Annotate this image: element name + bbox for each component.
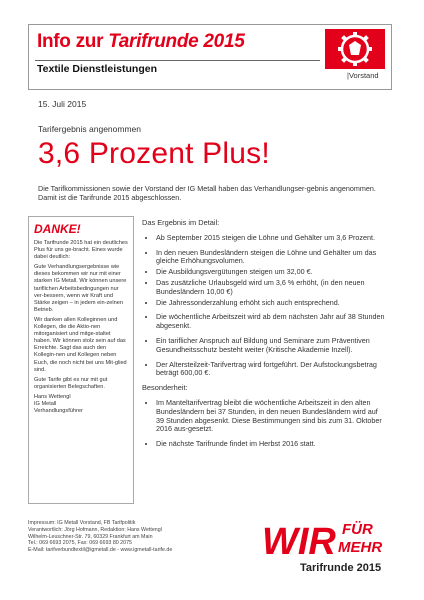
org-label: |Vorstand	[347, 71, 379, 80]
kicker: Tarifergebnis angenommen	[38, 124, 142, 134]
list-item: • Die Ausbildungsvergütungen steigen um 32,00 €.	[156, 268, 387, 277]
gear-icon	[325, 29, 385, 69]
fuer-text: FÜR	[342, 521, 373, 538]
page-title	[37, 31, 244, 53]
wir-text: WIR	[262, 521, 336, 558]
header-divider	[35, 60, 320, 61]
section-title-details: Das Ergebnis im Detail:	[142, 218, 220, 227]
list-item: • Ab September 2015 steigen die Löhne und Gehälter um 3,6 Prozent.	[156, 234, 387, 243]
list-item: • Die wöchentliche Arbeitszeit wird ab dem nächsten Jahr auf 38 Stunden abgesenkt.	[156, 313, 387, 331]
thanks-sidebar	[28, 216, 134, 504]
sidebar-signature: Hans Wettengl IG Metall Verhandlungsführer	[34, 393, 83, 415]
sidebar-paragraph: Gute Tarife gibt es nur mit gut organisierten Belegschaften.	[34, 376, 108, 390]
sidebar-paragraph: Die Tarifrunde 2015 hat ein deutliches Plus für uns ge-bracht. Eines wurde dabei deutlich:	[34, 240, 128, 261]
org-text: Vorstand	[348, 71, 379, 80]
sidebar-paragraph: Wir danken allen Kolleginnen und Kollegen, die die Aktio-nen mitorganisiert und mitge-staltet haben. Wir können stolz sein auf das Erreichte. Sagt das auch den Kollegin-nen und Kollegen neben Euch, die noch nicht bei uns Mit-glied sind.	[34, 316, 127, 373]
ig-metall-logo	[325, 29, 385, 69]
list-item: • Der Altersteilzeit-Tarifvertrag wird fortgeführt. Der Aufstockungsbetrag beträgt 600,00 €.	[156, 361, 387, 379]
imprint-line: Impressum: IG Metall Vorstand, FB Tarifpolitik	[28, 520, 136, 526]
details-list	[142, 234, 387, 378]
main-content	[142, 219, 387, 453]
list-item: • Das zusätzliche Urlaubsgeld wird um 3,6 % erhöht, (in den neuen Bundesländern 10,00 €)	[156, 279, 387, 297]
imprint-line: Wilhelm-Leuschner-Str. 79, 60329 Frankfurt am Main	[28, 533, 153, 540]
list-item: • Die Jahressonderzahlung erhöht sich auch entsprechend.	[156, 299, 387, 308]
list-item: • In den neuen Bundesländern steigen die Löhne und Gehälter um das gleiche Erhöhungsvolumen.	[156, 249, 387, 267]
sidebar-paragraph: Gute Verhandlungsergebnisse wie dieses bekommen wir nur mit einer starken IG Metall. Wir können unsere tariflichen Arbeitsbedingungen nur ver-bessern, wenn wir Kraft und Stärke zeigen – in jedem ein-zelnen Betrieb.	[34, 264, 127, 313]
title-prefix: Info zur	[37, 31, 109, 52]
section-title-special: Besonderheit:	[142, 383, 188, 393]
title-emphasis: Tarifrunde 2015	[108, 31, 245, 52]
list-item: • Die nächste Tarifrunde findet im Herbst 2016 statt.	[156, 440, 387, 449]
special-list	[142, 399, 387, 449]
mehr-text: MEHR	[338, 539, 383, 556]
list-item: • Im Manteltarifvertrag bleibt die wöchentliche Arbeitszeit in den alten Bundesländern bei 37 Stunden, in den neuen Bundesländern wird auf 39 Stunden abgesenkt. Diese Bestimmungen sind bis zum 31. Oktober 2016 aus-gesetzt.	[156, 399, 387, 434]
imprint-line: Verantwortlich: Jörg Hofmann, Redaktion: Hans Wettengl	[28, 526, 162, 533]
imprint	[28, 520, 248, 554]
header-box	[28, 24, 392, 90]
sidebar-title: DANKE!	[34, 222, 81, 236]
wir-fuer-mehr-logo	[260, 516, 390, 558]
sidebar-body	[34, 240, 128, 418]
imprint-line: Tel.: 069 6693 2075, Fax: 069 6693 80 2075	[28, 540, 132, 547]
list-item: • Ein tariflicher Anspruch auf Bildung und Seminare zum Präventiven Gesundheitsschutz besteht weiter (Kritische Akademie Inzell).	[156, 337, 387, 355]
date-line: 15. Juli 2015	[38, 99, 87, 109]
imprint-line: E-Mail: tarifverbundtextil@igmetall.de - www.igmetall-tarife.de	[28, 547, 173, 554]
headline: 3,6 Prozent Plus!	[38, 137, 270, 170]
intro-text: Die Tarifkommissionen sowie der Vorstand der IG Metall haben das Verhandlungser-gebnis angenommen. Damit ist die Tarifrunde 2015 abgeschlossen.	[38, 184, 376, 202]
page-subtitle: Textile Dienstleistungen	[37, 63, 157, 75]
badge-caption: Tarifrunde 2015	[300, 562, 382, 574]
